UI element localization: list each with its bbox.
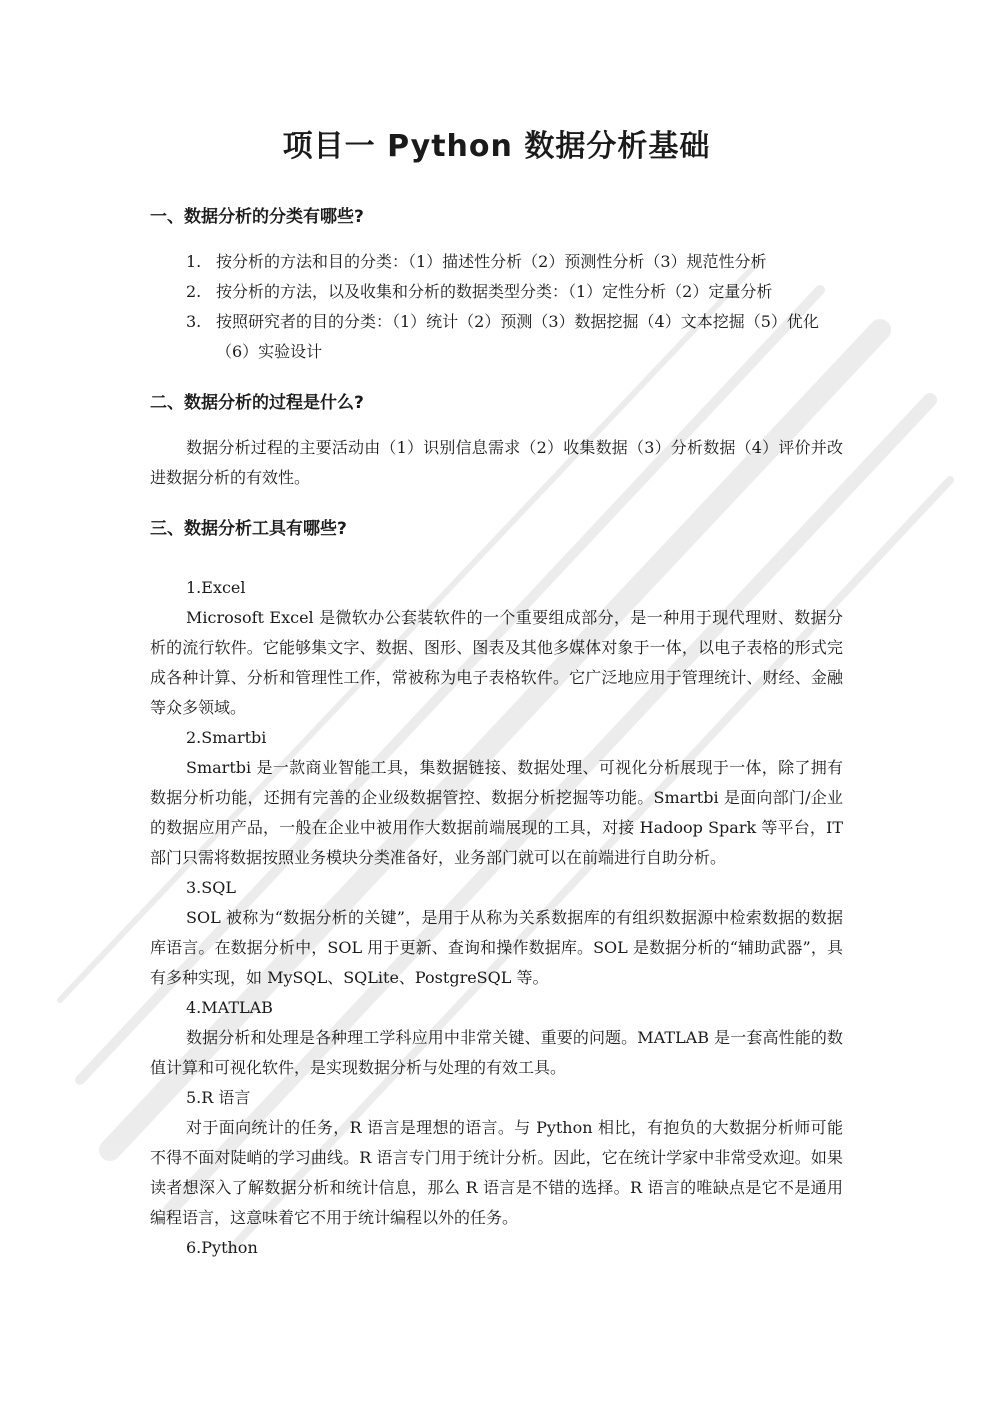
list-item: 1. 按分析的方法和目的分类：（1）描述性分析（2）预测性分析（3）规范性分析	[186, 252, 767, 271]
section-heading-3: 三、数据分析工具有哪些?	[150, 519, 347, 539]
classification-list	[150, 247, 843, 367]
tool-desc-excel: Microsoft Excel 是微软办公套装软件的一个重要组成部分，是一种用于现代理财、数据分析的流行软件。它能够集文字、数据、图形、图表及其他多媒体对象于一体，以电子表格的形式完成各种计算、分析和管理性工作，常被称为电子表格软件。它广泛地应用于管理统计、财经、金融等众多领域。	[150, 608, 843, 717]
list-item: 2. 按分析的方法，以及收集和分析的数据类型分类：（1）定性分析（2）定量分析	[186, 282, 773, 301]
tool-desc-sql: SOL 被称为“数据分析的关键”，是用于从称为关系数据库的有组织数据源中检索数据的数据库语言。在数据分析中，SOL 用于更新、查询和操作数据库。SOL 是数据分析的“辅助武器”，具有多种实现，如 MySQL、SQLite、PostgreSQL 等。	[150, 908, 843, 987]
tool-name-matlab: 4.MATLAB	[186, 998, 273, 1017]
tool-name-sql: 3.SQL	[186, 878, 236, 897]
document-page	[150, 122, 843, 1263]
tool-name-smartbi: 2.Smartbi	[186, 728, 267, 747]
tool-name-python: 6.Python	[186, 1238, 258, 1257]
tool-desc-r: 对于面向统计的任务，R 语言是理想的语言。与 Python 相比，有抱负的大数据分析师可能不得不面对陡峭的学习曲线。R 语言专门用于统计分析。因此，它在统计学家中非常受欢迎。如果读者想深入了解数据分析和统计信息，那么 R 语言是不错的选择。R 语言的唯缺点是它不是通用编程语言，这意味着它不用于统计编程以外的任务。	[150, 1118, 843, 1227]
tool-desc-smartbi: Smartbi 是一款商业智能工具，集数据链接、数据处理、可视化分析展现于一体，除了拥有数据分析功能，还拥有完善的企业级数据管控、数据分析挖掘等功能。Smartbi 是面向部门/企业的数据应用产品，一般在企业中被用作大数据前端展现的工具，对接 Hadoop Spark 等平台，IT 部门只需将数据按照业务模块分类准备好，业务部门就可以在前端进行自助分析。	[150, 758, 843, 867]
page-title: 项目一 Python 数据分析基础	[282, 129, 711, 164]
process-paragraph: 数据分析过程的主要活动由（1）识别信息需求（2）收集数据（3）分析数据（4）评价并改进数据分析的有效性。	[150, 438, 843, 487]
section-heading-1: 一、数据分析的分类有哪些?	[150, 207, 364, 227]
list-item: 3. 按照研究者的目的分类：（1）统计（2）预测（3）数据挖掘（4）文本挖掘（5）优化（6）实验设计	[186, 312, 819, 361]
tool-name-excel: 1.Excel	[186, 578, 246, 597]
tool-name-r: 5.R 语言	[186, 1088, 251, 1107]
section-heading-2: 二、数据分析的过程是什么?	[150, 393, 364, 413]
tool-desc-matlab: 数据分析和处理是各种理工学科应用中非常关键、重要的问题。MATLAB 是一套高性能的数值计算和可视化软件，是实现数据分析与处理的有效工具。	[150, 1028, 843, 1077]
